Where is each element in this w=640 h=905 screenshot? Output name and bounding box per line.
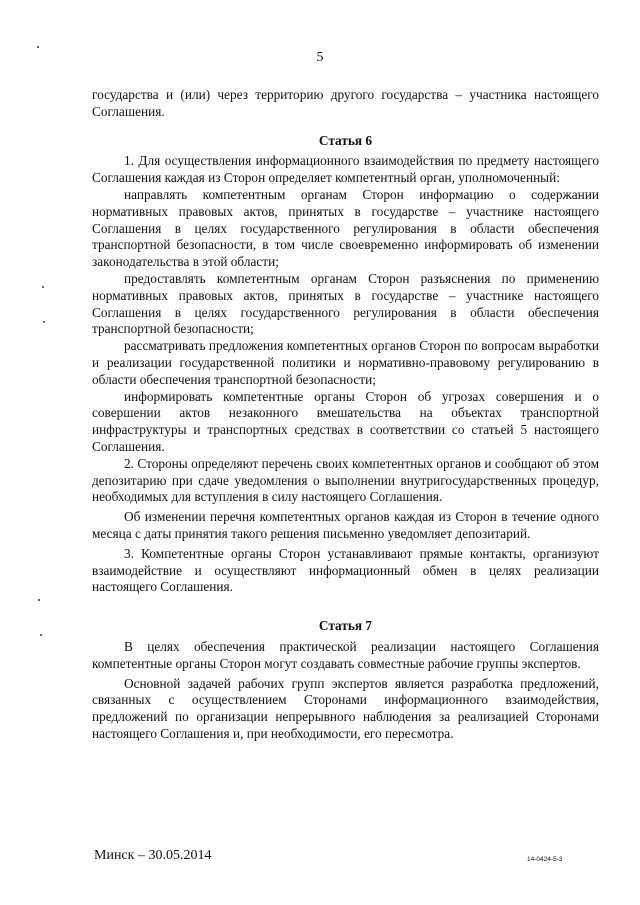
article-6-item-4: информировать компетентные органы Сторон об угрозах совершения и о совершении актов незаконного вмешательства на объектах транспортной инфраструктуры и транспортных средствах в соответствии со статьей 5 настоящего Соглашения. <box>92 388 599 454</box>
scan-speck <box>38 599 40 601</box>
document-body <box>92 87 599 743</box>
article-6-paragraph-3: 3. Компетентные органы Сторон устанавливают прямые контакты, организуют взаимодействие и осуществляют информационный обмен в целях реализации настоящего Соглашения. <box>92 545 599 595</box>
page-number: 5 <box>316 50 324 65</box>
article-7-paragraph-2: Основной задачей рабочих групп экспертов является разработка предложений, связанных с осуществлением Сторонами информационного взаимодействия, предложений по организации непрерывного наблюдения за реализацией Сторонами настоящего Соглашения и, при необходимости, его пересмотра. <box>92 675 599 741</box>
article-6-paragraph-1: 1. Для осуществления информационного взаимодействия по предмету настоящего Соглашения каждая из Сторон определяет компетентный орган, уполномоченный: <box>92 153 599 186</box>
intro-paragraph: государства и (или) через территорию другого государства – участника настоящего Соглашения. <box>92 87 599 119</box>
scan-speck <box>42 286 44 288</box>
article-6-paragraph-2: 2. Стороны определяют перечень своих компетентных органов и сообщают об этом депозитарию при сдаче уведомления о выполнении внутригосударственных процедур, необходимых для вступления в силу настоящего Соглашения. <box>92 455 599 505</box>
footer-place-date: Минск – 30.05.2014 <box>94 848 212 863</box>
scan-speck <box>40 634 42 636</box>
footer-document-code: 14-0424-5-3 <box>527 856 563 863</box>
article-7-heading: Статья 7 <box>318 618 373 634</box>
scan-speck <box>37 46 39 48</box>
article-6-heading: Статья 6 <box>318 132 373 148</box>
article-7-paragraph-1: В целях обеспечения практической реализации настоящего Соглашения компетентные органы Сторон могут создавать совместные рабочие группы экспертов. <box>92 638 599 671</box>
article-6-item-2: предоставлять компетентным органам Сторон разъяснения по применению нормативных правовых актов, принятых в государстве – участнике настоящего Соглашения в целях государственного регулирования в области обеспечения транспортной безопасности; <box>92 270 599 337</box>
scan-speck <box>43 321 45 323</box>
article-6-item-3: рассматривать предложения компетентных органов Сторон по вопросам выработки и реализации государственной политики и нормативно-правовому регулированию в области обеспечения транспортной безопасности; <box>92 338 599 387</box>
article-6-paragraph-2b: Об изменении перечня компетентных органов каждая из Сторон в течение одного месяца с даты принятия такого решения письменно уведомляет депозитарий. <box>92 509 599 541</box>
article-6-item-1: направлять компетентным органам Сторон информацию о содержании нормативных правовых актов, принятых в государстве – участнике настоящего Соглашения в целях государственного регулирования в области обеспечения транспортной безопасности, в том числе своевременно информировать об изменении законодательства в этой области; <box>92 186 599 270</box>
